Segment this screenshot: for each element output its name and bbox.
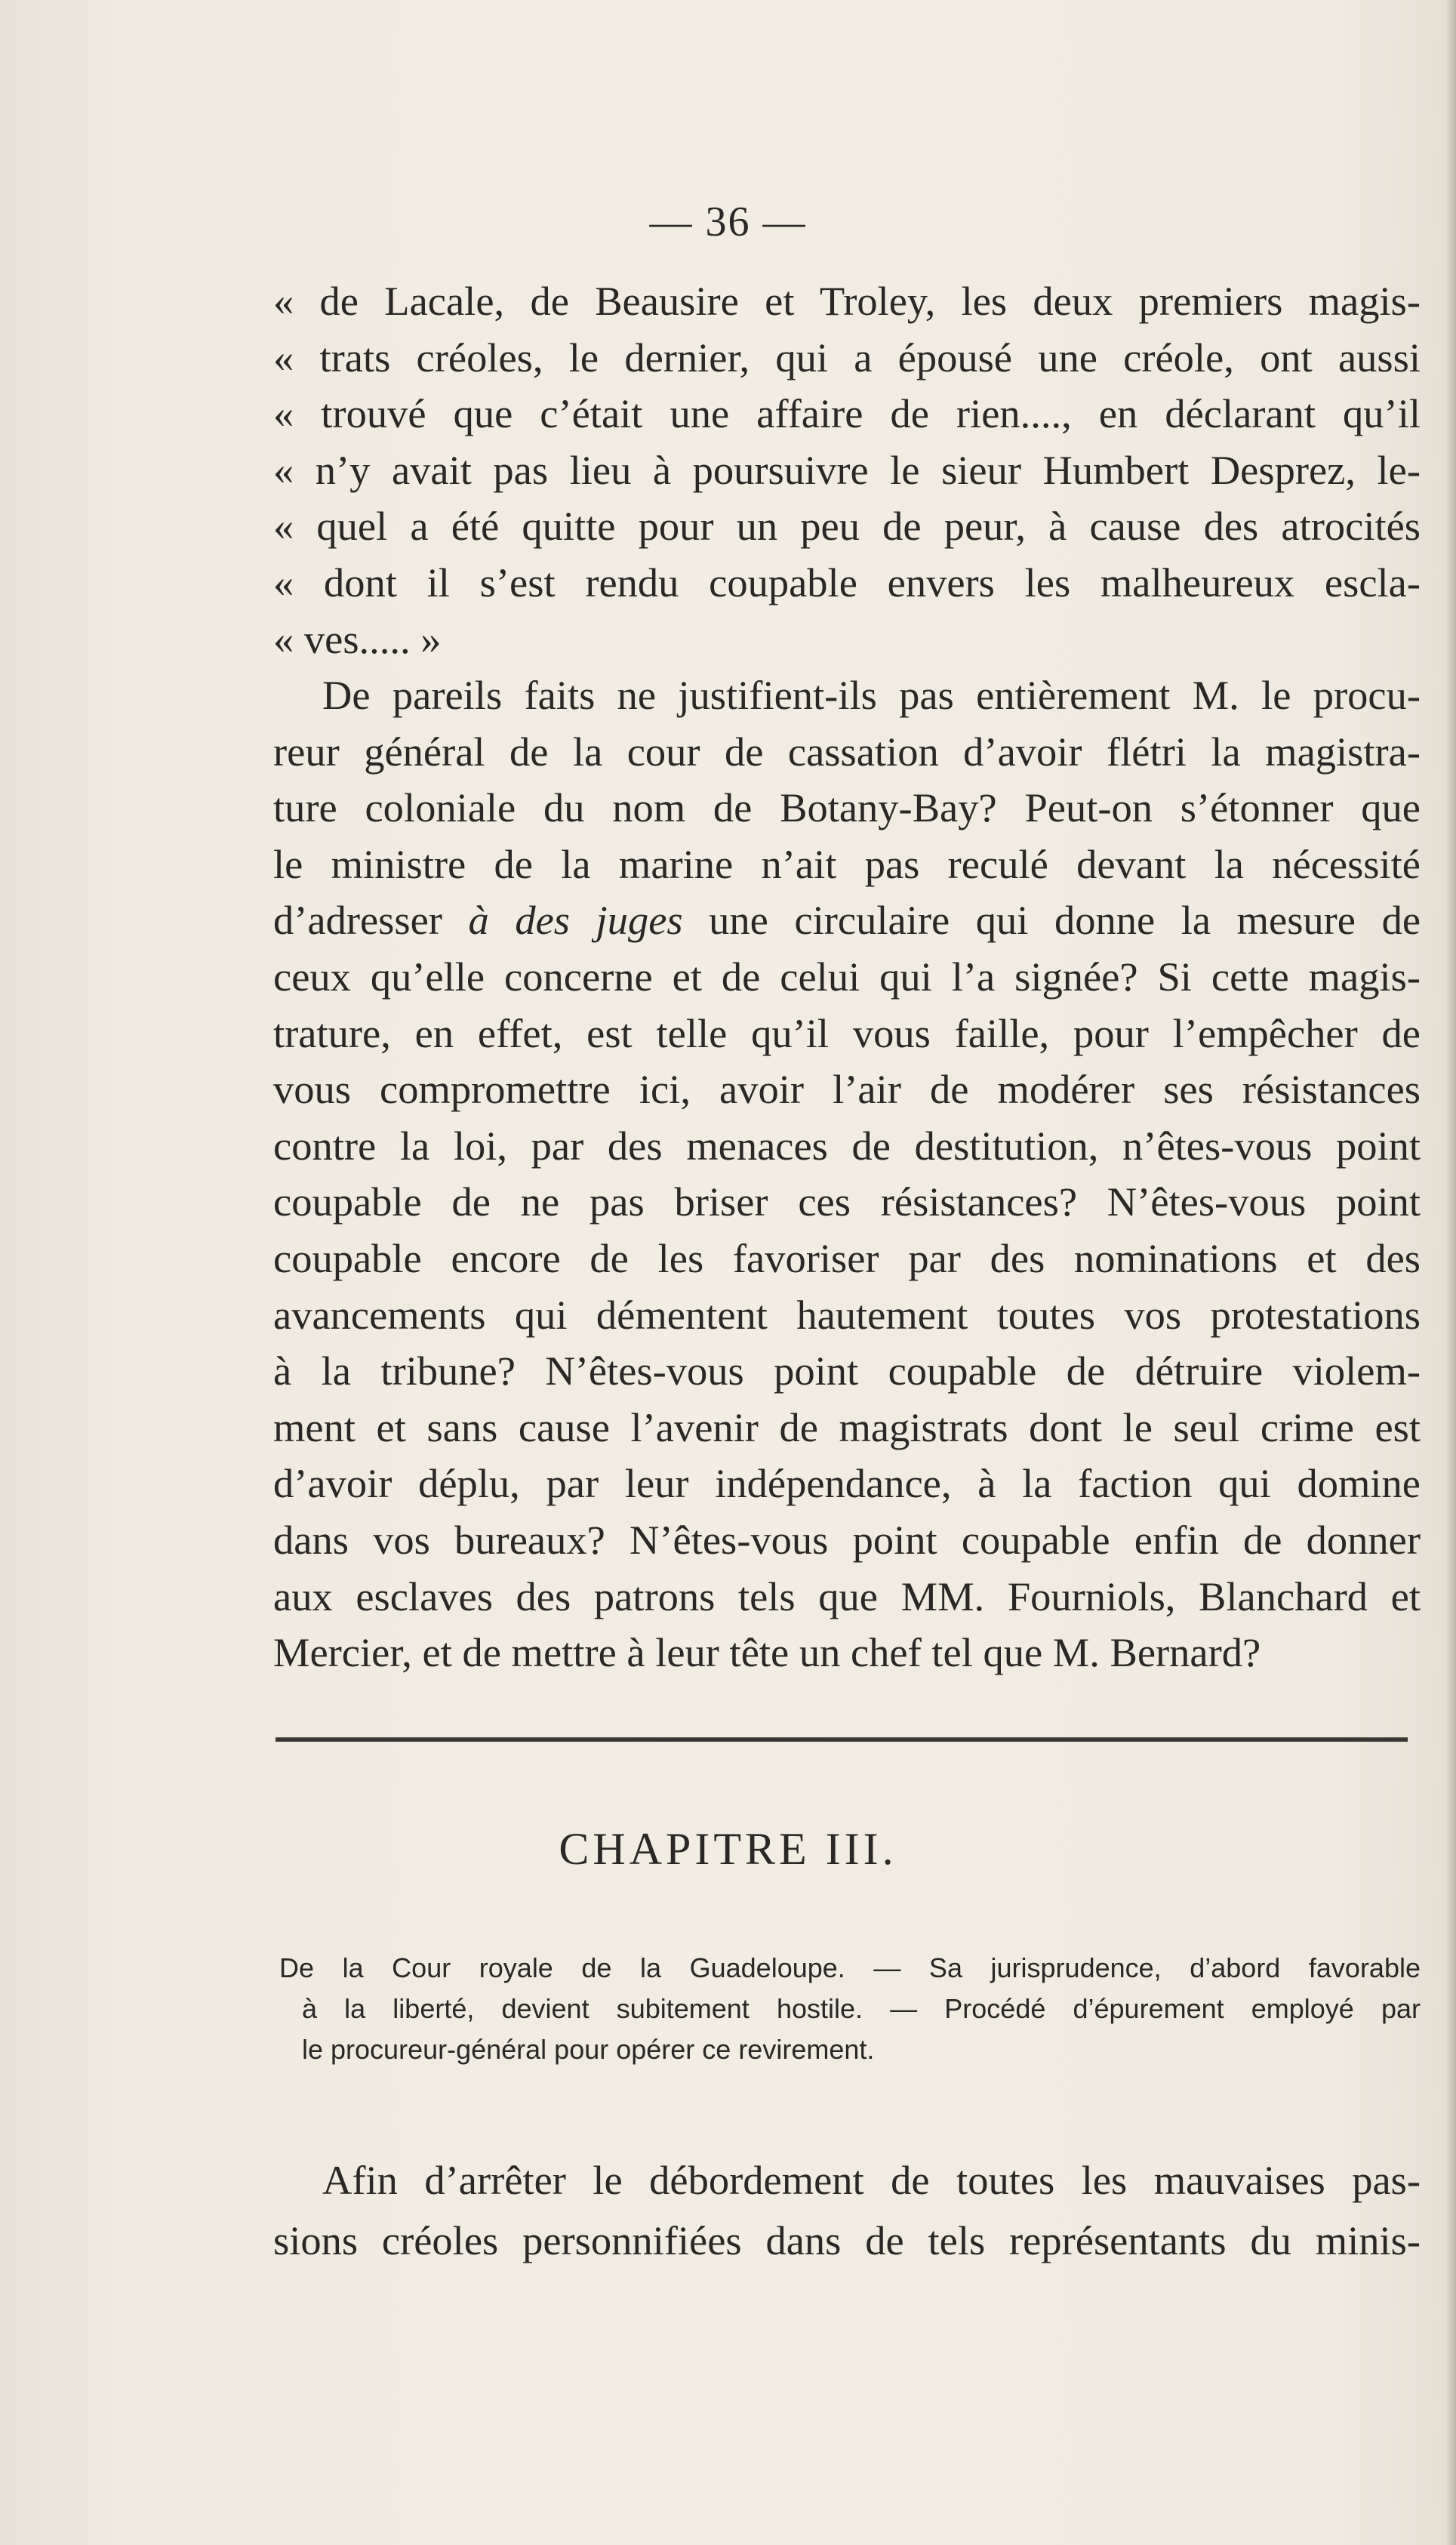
paragraph-line: ceux qu’elle concerne et de celui qui l’a signée? Si cette magis- (273, 953, 1421, 1000)
paragraph-line: coupable de ne pas briser ces résistances? N’êtes-vous point (273, 1179, 1421, 1225)
paragraph-line: Afin d’arrêter le débordement de toutes les mauvaises pas- (322, 2157, 1421, 2203)
quote-line: « dont il s’est rendu coupable envers les malheureux escla- (273, 559, 1421, 605)
summary-line: De la Cour royale de la Guadeloupe. — Sa jurisprudence, d’abord favorable (279, 1952, 1421, 1983)
chapter-summary (279, 1948, 1421, 2070)
paragraph-line: vous compromettre ici, avoir l’air de modérer ses résistances (273, 1066, 1421, 1113)
paragraph-line: Mercier, et de mettre à leur tête un chef tel que M. Bernard? (273, 1629, 1261, 1676)
paragraph-line: le ministre de la marine n’ait pas reculé devant la nécessité (273, 840, 1421, 887)
paragraph-line: ture coloniale du nom de Botany-Bay? Peut-on s’étonner que (273, 784, 1421, 831)
main-paragraph (273, 667, 1421, 1681)
summary-line: à la liberté, devient subitement hostile. — Procédé d’épurement employé par (302, 1993, 1421, 2024)
paragraph-line: coupable encore de les favoriser par des nominations et des (273, 1234, 1421, 1281)
paragraph-line: dans vos bureaux? N’êtes-vous point coupable enfin de donner (273, 1516, 1421, 1563)
paragraph-line: trature, en effet, est telle qu’il vous faille, pour l’empêcher de (273, 1009, 1421, 1056)
paragraph-line: reur général de la cour de cassation d’avoir flétri la magistra- (273, 728, 1421, 775)
paragraph-line: à la tribune? N’êtes-vous point coupable de détruire violem- (273, 1348, 1421, 1394)
italic-phrase: à des juges (468, 897, 683, 944)
quoted-passage (273, 273, 1421, 667)
paragraph-line: d’avoir déplu, par leur indépendance, à la faction qui domine (273, 1460, 1421, 1507)
page-number: — 36 — (649, 199, 807, 245)
chapter-opening-paragraph (273, 2150, 1421, 2271)
paragraph-text: d’adresser (273, 897, 469, 944)
quote-line: « n’y avait pas lieu à poursuivre le sieur Humbert Desprez, le- (273, 446, 1421, 493)
paragraph-line: aux esclaves des patrons tels que MM. Fourniols, Blanchard et (273, 1573, 1421, 1619)
paragraph-text: une circulaire qui donne la mesure de (682, 897, 1421, 944)
paragraph-line: ment et sans cause l’avenir de magistrats dont le seul crime est (273, 1403, 1421, 1450)
quote-line: « ves..... » (273, 615, 442, 662)
paragraph-line: contre la loi, par des menaces de destitution, n’êtes-vous point (273, 1122, 1421, 1169)
paragraph-line: avancements qui démentent hautement toutes vos protestations (273, 1291, 1421, 1338)
quote-line: « trouvé que c’était une affaire de rien...., en déclarant qu’il (273, 390, 1421, 437)
paragraph-line: De pareils faits ne justifient-ils pas entièrement M. le procu- (322, 672, 1421, 718)
paragraph-line: sions créoles personnifiées dans de tels représentants du minis- (273, 2217, 1421, 2263)
quote-line: « trats créoles, le dernier, qui a épousé une créole, ont aussi (273, 334, 1421, 381)
summary-line: le procureur-général pour opérer ce revirement. (302, 2034, 875, 2065)
chapter-heading: CHAPITRE III. (559, 1824, 897, 1874)
quote-line: « quel a été quitte pour un peu de peur, à cause des atrocités (273, 503, 1421, 550)
paragraph-line (273, 892, 1421, 949)
page-gutter-shadow (1445, 0, 1456, 2545)
section-divider-rule (276, 1737, 1408, 1742)
quote-line: « de Lacale, de Beausire et Troley, les deux premiers magis- (273, 278, 1421, 324)
